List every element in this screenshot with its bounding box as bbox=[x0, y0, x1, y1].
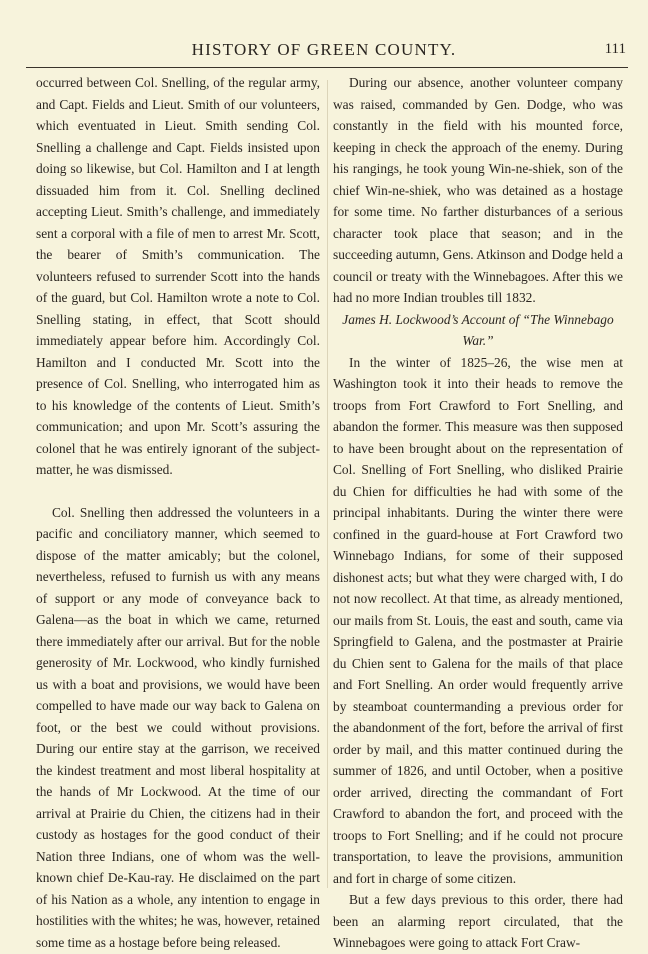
right-paragraph-2: In the winter of 1825–26, the wise men at Washington took it into their heads to remove the troops from Fort Crawford to Fort Snelling, and abandon the former. This measure was then supposed to have been brought about on the representation of Col. Snelling of Fort Snelling, who disliked Prairie du Chien for difficulties he had with some of the principal inhabitants. During the winter there were confined in the guard-house at Fort Crawford two Winnebago Indians, for some of their supposed dishonest acts; but what they were charged with, I do not now recollect. At that time, as already mentioned, our mails from St. Louis, the east and south, came via Springfield to Galena, and the postmaster at Prairie du Chien sent to Galena for the mails of that place and Fort Snelling. An order would frequently arrive by steamboat countermanding a previous order for the abandonment of the fort, before the arrival of first order by mail, and this matter continued during the summer of 1826, and until October, when a positive order arrived, directing the commandant of Fort Crawford to abandon the fort, and proceed with the troops to Fort Snelling; and if he could not procure transportation, to leave the provisions, ammunition and fort in charge of some citizen. bbox=[333, 354, 623, 886]
running-head bbox=[0, 40, 648, 62]
column-divider bbox=[327, 80, 328, 888]
right-paragraph-3: But a few days previous to this order, there had been an alarming report circulated, that the Winnebagoes were going to attack Fort Craw- bbox=[333, 892, 623, 950]
header-rule bbox=[26, 67, 628, 68]
right-column bbox=[333, 72, 623, 954]
section-heading: James H. Lockwood’s Account of “The Winnebago War.” bbox=[342, 311, 614, 348]
left-paragraph-2: Col. Snelling then addressed the volunteers in a pacific and conciliatory manner, which seemed to dispose of the matter amicably; but the colonel, nevertheless, refused to furnish us with any means of support or any mode of conveyance back to Galena—as the boat in which we came, returned there immediately after our arrival. But for the noble generosity of Mr. Lockwood, who kindly furnished us with a boat and provisions, we would have been compelled to have made our way back to Galena on foot, or the best we could without provisions. During our entire stay at the garrison, we received the kindest treatment and most liberal hospitality at the hands of Mr Lockwood. At the time of our arrival at Prairie du Chien, the citizens had in their custody as hostages for the good conduct of their Nation three Indians, one of whom was the well-known chief De-Kau-ray. He disclaimed on the part of his Nation as a whole, any intention to engage in hostilities with the whites; he was, however, retained some time as a hostage before being released. bbox=[36, 504, 320, 950]
right-paragraph-1: During our absence, another volunteer company was raised, commanded by Gen. Dodge, who was constantly in the field with his mounted force, keeping in check the approach of the enemy. During his rangings, he took young Win-ne-shiek, son of the chief Win-ne-shiek, who was detained as a hostage for some time. No farther disturbances of a serious character took place that season; and in the succeeding autumn, Gens. Atkinson and Dodge held a council or treaty with the Winnebagoes. After this we had no more Indian troubles till 1832. bbox=[333, 75, 623, 305]
running-title: HISTORY OF GREEN COUNTY. bbox=[191, 40, 457, 59]
left-column bbox=[36, 72, 320, 953]
page-number: 111 bbox=[604, 41, 626, 57]
left-paragraph-1: occurred between Col. Snelling, of the regular army, and Capt. Fields and Lieut. Smith of our volunteers, which eventuated in Lieut. Smith sending Col. Snelling a challenge and Capt. Fields insisted upon doing so likewise, but Col. Hamilton and I at length dissuaded him from it. Col. Snelling declined accepting Lieut. Smith’s challenge, and immediately sent a corporal with a file of men to arrest Mr. Scott, the bearer of Smith’s communication. The volunteers refused to surrender Scott into the hands of the guard, but Col. Hamilton wrote a note to Col. Snelling stating, in effect, that Scott should immediately appear before him. Accordingly Col. Hamilton and I conducted Mr. Scott into the presence of Col. Snelling, who interrogated him as to his knowledge of the contents of Lieut. Smith’s communication; and upon Mr. Scott’s assuring the colonel that he was entirely ignorant of the subject-matter, he was dismissed. bbox=[36, 75, 320, 477]
